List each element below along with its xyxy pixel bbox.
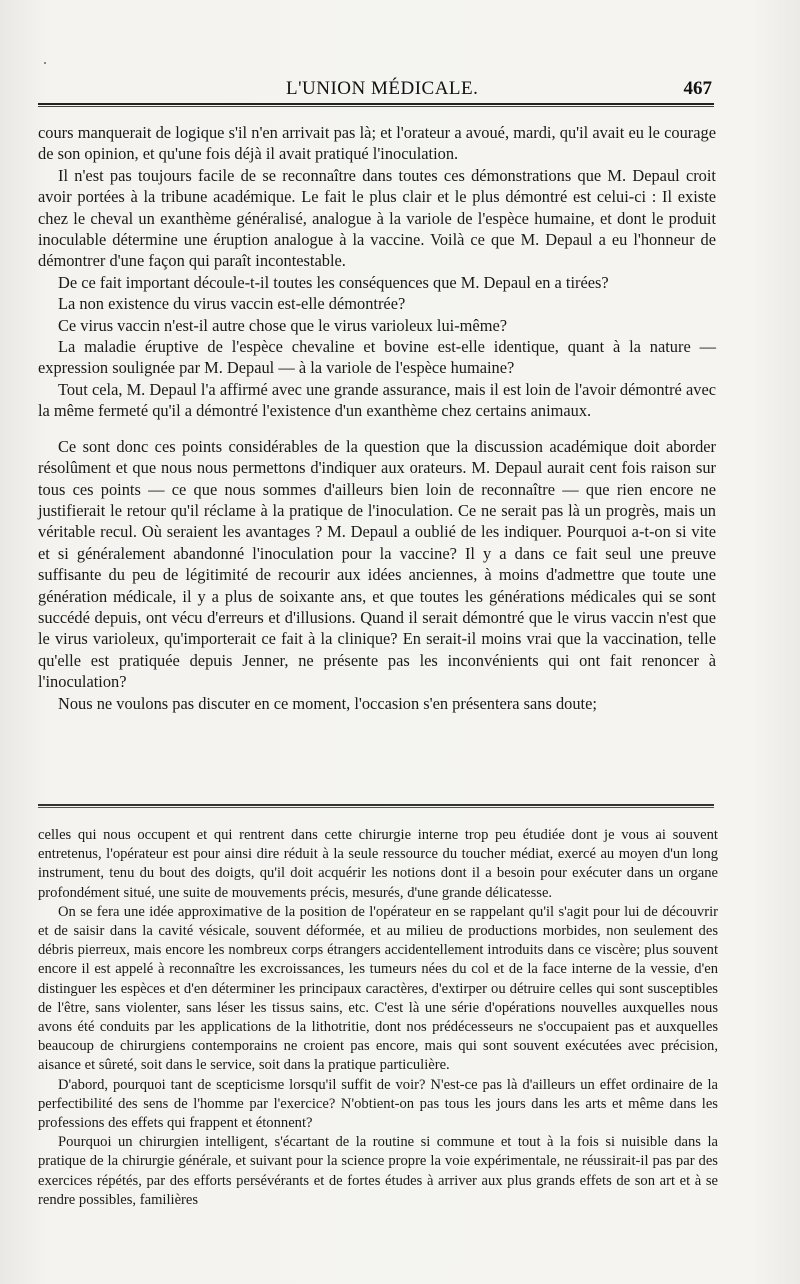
main-paragraph: Il n'est pas toujours facile de se reconnaître dans toutes ces démonstrations que M. Depaul croit avoir portées à la tribune académique. Le fait le plus clair et le plus démontré est celui-ci : Il existe chez le cheval un exanthème généralisé, analogue à la variole de l'espèce humaine, et dont le produit inoculable détermine une éruption analogue à la vaccine. Voilà ce que M. Depaul a eu l'honneur de démontrer d'une façon qui paraît incontestable. — [38, 165, 716, 271]
main-paragraph: Nous ne voulons pas discuter en ce moment, l'occasion s'en présentera sans doute; — [58, 693, 597, 713]
main-paragraph: Ce sont donc ces points considérables de la question que la discussion académique doit aborder résolûment et que nous nous permettons d'indiquer aux orateurs. M. Depaul aurait cent fois raison sur tous ces points — ce que nous sommes d'ailleurs bien loin de reconnaître — que rien encore ne justifierait le retour qu'il réclame à la pratique de l'inoculation. Ce ne serait pas là un progrès, mais un véritable recul. Où seraient les avantages ? M. Depaul a oublié de les indiquer. Pourquoi a-t-on si vite et si généralement abandonné l'inoculation pour la vaccine? Il y a dans ce fait seul une preuve suffisante du peu de légitimité de recourir aux idées anciennes, à moins d'admettre que toute une génération médicale, il y a plus de soixante ans, et que toutes les générations médicales qui se sont succédé depuis, ont vécu d'erreurs et d'illusions. Quand il serait démontré que le virus vaccin n'est que le virus varioleux, qu'importerait ce fait à la clinique? En serait-il moins vrai que la vaccination, telle qu'elle est pratiquée depuis Jenner, ne présente pas les inconvénients qui ont fait renoncer à l'inoculation? — [38, 436, 716, 692]
main-paragraph: La maladie éruptive de l'espèce chevaline et bovine est-elle identique, quant à la nature — expression soulignée par M. Depaul — à la variole de l'espèce humaine? — [38, 337, 716, 378]
feuilleton-paragraph: On se fera une idée approximative de la position de l'opérateur en se rappelant qu'il s'agit pour lui de découvrir et de saisir dans la cavité vésicale, souvent déformée, et au milieu de productions morbides, non seulement des débris pierreux, mais encore les nombreux corps étrangers accidentellement introduits dans ce viscère; plus souvent encore il est appelé à reconnaître les excroissances, les tumeurs nées du col et de la face interne de la vessie, d'en distinguer les espèces et d'en déterminer les principaux caractères, d'extirper ou détruire celles qui sont susceptibles de l'être, sans violenter, sans léser les tissus sains, etc. C'est là une série d'opérations nouvelles auxquelles nous avons été conduits par les applications de la lithotritie, dont nos prédécesseurs ne s'occupaient pas et auxquelles beaucoup de chirurgiens contemporains ne croient pas encore, mais qui sont souvent exécutées avec précision, aisance et sûreté, soit dans le service, soit dans la pratique particulière. — [38, 903, 718, 1074]
running-title: L'UNION MÉDICALE. — [286, 78, 479, 99]
main-paragraph: La non existence du virus vaccin est-elle démontrée? — [58, 294, 406, 314]
feuilleton-paragraph: Pourquoi un chirurgien intelligent, s'écartant de la routine si commune et tout à la fois si nuisible dans la pratique de la chirurgie générale, et suivant pour la science propre la voie expérimentale, ne réussirait-il pas par des exercices répétés, par des efforts persévérants et de fortes études à arriver aux plus grands effets de son art et à se rendre possibles, familières — [38, 1134, 718, 1208]
header-rule — [38, 103, 714, 107]
page-number: 467 — [683, 78, 712, 99]
main-paragraph: De ce fait important découle-t-il toutes les conséquences que M. Depaul en a tirées? — [58, 272, 609, 292]
feuilleton-paragraph: celles qui nous occupent et qui rentrent dans cette chirurgie interne trop peu étudiée dont je vous ai souvent entretenus, l'opérateur est pour ainsi dire réduit à la seule ressource du toucher médiat, exercé au moyen d'un long instrument, tenu du bout des doigts, qu'il doit acquérir les notions dont il a besoin pour exécuter dans un organe profondément situé, une suite de mouvements précis, mesurés, d'une grande délicatesse. — [38, 827, 718, 901]
page-header — [38, 74, 714, 104]
feuilleton-text — [38, 826, 718, 1210]
main-paragraph: Tout cela, M. Depaul l'a affirmé avec une grande assurance, mais il est loin de l'avoir démontré avec la même fermeté qu'il a démontré l'existence d'un exanthème chez certains animaux. — [38, 379, 716, 421]
page-speck — [44, 62, 46, 64]
main-article-text — [38, 122, 716, 714]
main-paragraph: Ce virus vaccin n'est-il autre chose que le virus varioleux lui-même? — [58, 315, 507, 335]
feuilleton-separator-rule — [38, 804, 714, 808]
feuilleton-paragraph: D'abord, pourquoi tant de scepticisme lorsqu'il suffit de voir? N'est-ce pas là d'ailleurs un effet ordinaire de la perfectibilité des sens de l'homme par l'exercice? N'obtient-on pas tous les jours dans les arts et même dans les professions des effets qui frappent et étonnent? — [38, 1076, 718, 1132]
main-paragraph: cours manquerait de logique s'il n'en arrivait pas là; et l'orateur a avoué, mardi, qu'il avait eu le courage de son opinion, et qu'une fois déjà il avait pratiqué l'inoculation. — [38, 123, 716, 164]
